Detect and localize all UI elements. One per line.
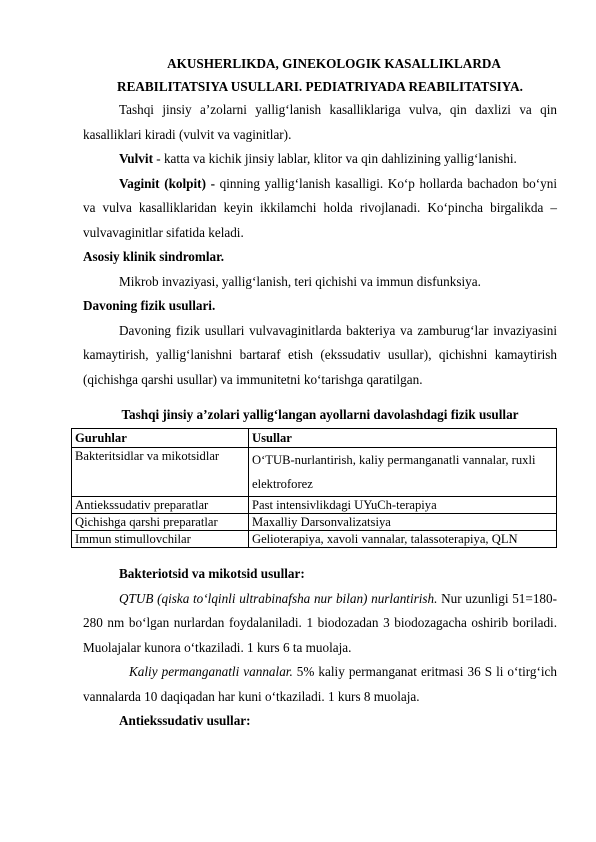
- paragraph-syndromes: Mikrob invaziyasi, yallig‘lanish, teri qichishi va immun disfunksiya.: [119, 273, 481, 289]
- definition-vaginit: qinning yallig‘lanish kasalligi. Ko‘p hollarda bachadon bo‘yni va vulva kasalliklaridan keyin ikkilamchi holda rivojlanadi. Ko‘pincha birgalikda – vulvavaginitlar sifatida keladi.: [83, 175, 558, 240]
- table-header-methods: Usullar: [249, 429, 557, 448]
- table-row: [72, 514, 557, 531]
- table-header-groups: Guruhlar: [72, 429, 249, 448]
- paragraph-intro: Tashqi jinsiy a’zolarni yallig‘lanish kasalliklariga vulva, qin daxlizi va qin kasalliklari kiradi (vulvit va vaginitlar).: [83, 102, 557, 142]
- title-line-1: AKUSHERLIKDA, GINEKOLOGIK KASALLIKLARDA: [167, 56, 501, 71]
- table-row: [72, 531, 557, 548]
- table-row: [72, 448, 557, 497]
- definition-vulvit: - katta va kichik jinsiy lablar, klitor va qin dahlizining yallig‘lanishi.: [152, 151, 517, 166]
- table-caption: Tashqi jinsiy a’zolari yallig‘langan ayollarni davolashdagi fizik usullar: [121, 407, 519, 422]
- paragraph-physical-methods: Davoning fizik usullari vulvavaginitlarda bakteriya va zamburug‘lar invaziyasini kamaytirish, yallig‘lanishni bartaraf etish (ekssudativ usullar), qichishni kamaytirish (qichishga qarshi usullar) va immunitetni ko‘tarishga qaratilgan.: [83, 322, 557, 387]
- document-content: [75, 54, 558, 734]
- paragraph-vaginit: [83, 172, 557, 246]
- table-cell-methods: Gelioterapiya, xavoli vannalar, talassoterapiya, QLN: [249, 531, 557, 548]
- title-line-2: REABILITATSIYA USULLARI. PEDIATRIYADA REABILITATSIYA.: [117, 79, 523, 94]
- table-header-row: [72, 429, 557, 448]
- paragraph-kaliy: [83, 660, 557, 709]
- table-row: [72, 497, 557, 514]
- table-cell-group: Immun stimullovchilar: [72, 531, 249, 548]
- heading-antiexudative: Antiekssudativ usullar:: [119, 713, 251, 728]
- table-cell-group: Antiekssudativ preparatlar: [72, 497, 249, 514]
- table-cell-group: Bakteritsidlar va mikotsidlar: [72, 448, 249, 497]
- paragraph-vulvit: [83, 147, 557, 172]
- heading-bactericidal: Bakteriotsid va mikotsid usullar:: [119, 566, 305, 581]
- table-cell-methods: O‘TUB-nurlantirish, kaliy permanganatli vannalar, ruxli elektroforez: [249, 448, 557, 497]
- table-cell-methods: Past intensivlikdagi UYuCh-terapiya: [249, 497, 557, 514]
- term-kaliy: Kaliy permanganatli vannalar.: [129, 664, 293, 679]
- methods-table: [71, 428, 557, 548]
- table-cell-methods: Maxalliy Darsonvalizatsiya: [249, 514, 557, 531]
- text-kaliy: 5% kaliy permanganat eritmasi 36 S li o‘tirg‘ich vannalarda 10 daqiqadan har kuni o‘tkaziladi. 1 kurs 8 muolaja.: [83, 664, 557, 704]
- paragraph-qtub: [83, 587, 557, 661]
- text-qtub: Nur uzunligi 51=180-280 nm bo‘lgan nurlardan foydalaniladi. 1 biodozadan 3 biodozagacha oshirib boriladi. Muolajalar kunora o‘tkaziladi. 1 kurs 6 ta muolaja.: [83, 590, 557, 655]
- heading-clinical-syndromes: Asosiy klinik sindromlar.: [83, 249, 225, 264]
- term-vulvit: Vulvit: [119, 151, 153, 166]
- term-qtub: QTUB (qiska to‘lqinli ultrabinafsha nur bilan) nurlantirish.: [119, 590, 438, 606]
- table-cell-group: Qichishga qarshi preparatlar: [72, 514, 249, 531]
- heading-physical-methods: Davoning fizik usullari.: [83, 298, 216, 313]
- term-vaginit: Vaginit (kolpit) -: [119, 175, 216, 191]
